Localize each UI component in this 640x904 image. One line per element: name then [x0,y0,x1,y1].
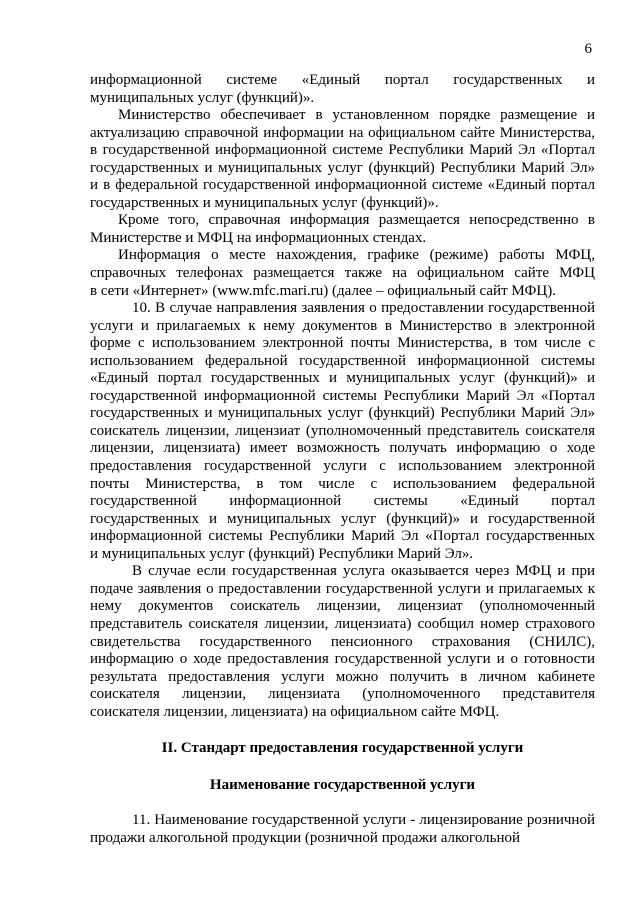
paragraph-line: представитель соискателя лицензии, лицензиата) сообщил номер страхового [90,615,595,632]
paragraph [90,247,595,300]
paragraph-line: и в федеральной государственной информационной системе «Единый портал [90,177,595,194]
paragraph-line: результата предоставления услуги можно получить в личном кабинете [90,668,595,685]
paragraph-line: Министерство обеспечивает в установленном порядке размещение и [118,107,595,124]
paragraph-line: В случае если государственная услуга оказывается через МФЦ и при [132,563,595,580]
paragraph-line: подаче заявления о предоставлении государственной услуги и прилагаемых к [90,580,595,597]
paragraph [90,212,595,247]
paragraph-line: актуализацию справочной информации на официальном сайте Министерства, [90,124,595,141]
paragraph [90,563,595,721]
paragraph-line: справочных телефонах размещается также на официальном сайте МФЦ [90,265,595,282]
paragraph-line: Министерстве и МФЦ на информационных стендах. [90,229,427,246]
paragraph-line: Кроме того, справочная информация размещается непосредственно в [118,212,595,229]
paragraph-line: в государственной информационной системе Республики Марий Эл «Портал [90,142,595,159]
paragraph-line: почты Министерства, в том числе с использованием федеральной [90,475,595,492]
paragraph-line: лицензии, лицензиата) имеет возможность получать информацию о ходе [90,440,595,457]
paragraph-line: информационной системе «Единый портал государственных и [90,72,595,88]
paragraph-list [90,72,595,721]
paragraph-line: соискателя лицензии, лицензиата) на официальном сайте МФЦ. [90,703,500,720]
paragraph [90,72,595,107]
page-number: 6 [584,41,592,57]
paragraph-line: государственных и муниципальных услуг (функций)» и государственной [90,510,595,527]
document-body [90,72,595,847]
paragraph-line: государственных и муниципальных услуг (функций) Республики Марий Эл» [90,159,595,176]
paragraph [90,812,595,847]
paragraph-line: форме с использованием электронной почты Министерства, в том числе с [90,335,595,352]
section-heading: II. Стандарт предоставления государственной услуги [161,740,524,757]
paragraph-line: «Единый портал государственных и муниципальных услуг (функций)» и [90,370,595,387]
paragraph-line: муниципальных услуг (функций)». [90,89,315,106]
paragraph [90,107,595,212]
paragraph-line: свидетельства государственного пенсионного страхования (СНИЛС), [90,633,595,650]
paragraph-line: государственных и муниципальных услуг (функций) Республики Марий Эл» [90,405,595,422]
paragraph-line: 11. Наименование государственной услуги - лицензирование розничной [132,812,595,829]
paragraph-line: соискатель лицензии, лицензиат (уполномоченный представитель соискателя [90,422,595,439]
paragraph-line: и муниципальных услуг (функций) Республики Марий Эл». [90,545,474,562]
paragraph-line: государственных и муниципальных услуг (функций)». [90,194,439,211]
paragraph-line: государственной информационной системы «Единый портал [90,493,595,510]
paragraph-line: информацию о ходе предоставления государственной услуги и о готовности [90,651,595,668]
paragraph-line: нему документов соискатель лицензии, лицензиат (уполномоченный [90,598,595,615]
paragraph-line: использованием федеральной государственной информационной системы [90,352,595,369]
paragraph-line: соискателя лицензии, лицензиата (уполномоченного представителя [90,686,595,703]
paragraph-line: услуги и прилагаемых к нему документов в Министерство в электронной [90,317,595,334]
final-paragraph-container [90,812,595,847]
paragraph-line: информационной системы Республики Марий Эл «Портал государственных [90,528,595,545]
paragraph-line: продажи алкогольной продукции (розничной продажи алкогольной [90,829,520,846]
paragraph [90,300,595,563]
paragraph-line: Информация о месте нахождения, графике (режиме) работы МФЦ, [118,247,595,264]
paragraph-line: в сети «Интернет» (www.mfc.mari.ru) (далее – официальный сайт МФЦ). [90,282,556,299]
subsection-heading: Наименование государственной услуги [209,777,476,794]
paragraph-line: предоставления государственной услуги с использованием электронной [90,458,595,475]
paragraph-line: государственной информационной системы Республики Марий Эл «Портал [90,387,595,404]
paragraph-line: 10. В случае направления заявления о предоставлении государственной [132,300,595,317]
